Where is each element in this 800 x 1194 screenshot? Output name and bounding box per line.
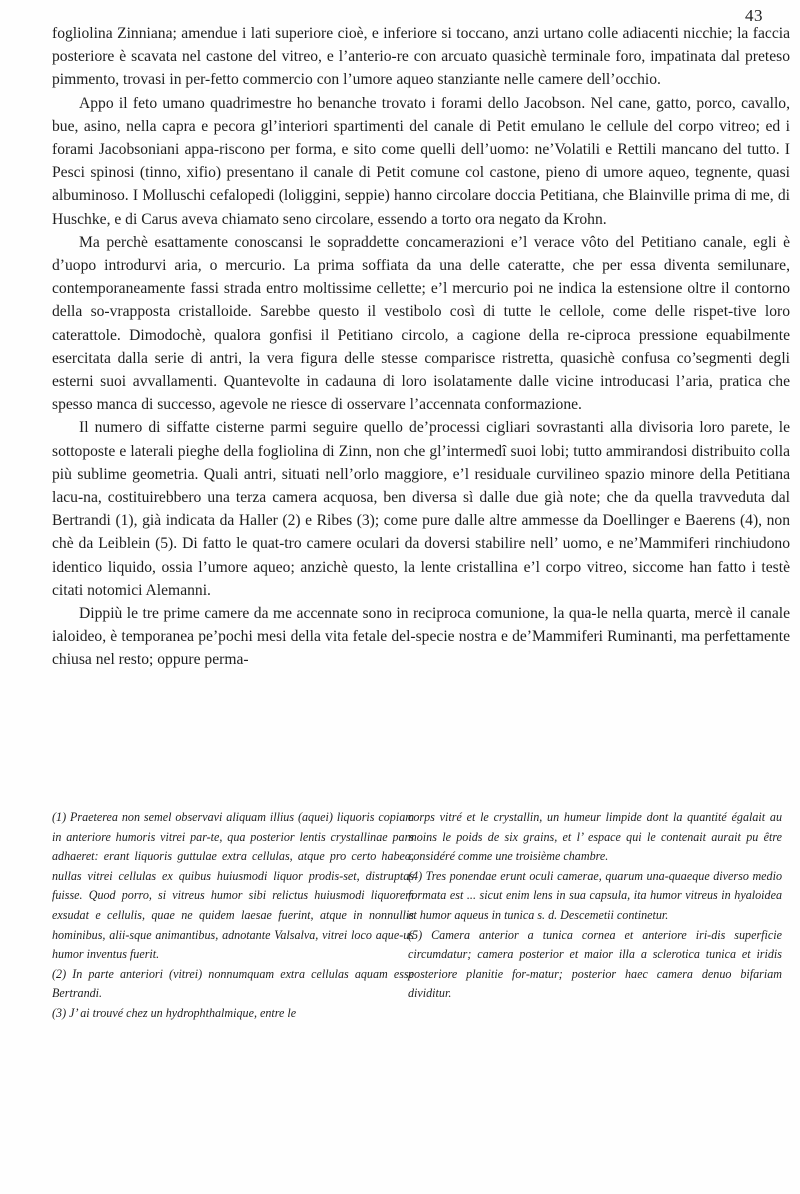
page-number: 43 [745,6,763,25]
paragraph: Il numero di siffatte cisterne parmi seguire quello de’processi cigliari sovrastanti alla divisoria loro parete, le sottoposte e laterali pieghe della fogliolina di Zinn, non che gl’intermedî suoi lobi; tutto ammirandosi distribuito colla più sublime geometria. Quali antri, situati nell’orlo maggiore, e’l residuale curvilineo spazio minore della Petitiana lacu-na, costituirebbero una terza camera acquosa, ben diversa sì dalle due già note; che da quella travveduta dal Bertrandi (1), già indicata da Haller (2) e Ribes (3); come pure dalle altre ammesse da Doellinger e Baerens (4), non chè da Leiblein (5). Di fatto le quat-tro camere oculari da doversi stabilire nell’ uomo, e ne’Mammiferi rinchiudono identico liquido, ossia l’umore aqueo; anzichè questo, la lente cristallina e’l corpo vitreo, siccome han fatto i testè citati notomici Alemanni. [52,419,790,599]
footnote: (3) J’ ai trouvé chez un hydrophthalmique, entre le [52,1005,297,1020]
footnote: (5) Camera anterior a tunica cornea et anteriore iri-dis superficie circumdatur; camera posterior et maior illa a sclerotica tunica et iridis posteriore planitie for-matur; posterior haec camera denuo bifariam dividitur. [408,927,782,1001]
footnote: (1) Praeterea non semel observavi aliquam illius (aquei) liquoris copiam in anteriore humoris vitrei par-te, qua posterior lentis crystallinae pars adhaeret: erant liquoris guttulae extra cellulas, atque pro certo habeo, nullas vitrei cellulas ex quibus huiusmodi liquor prodis-set, distruptas fuisse. Quod porro, si vitreus humor sibi relictus huiusmodi liquorem exsudat e cellulis, quae ne quidem laesae fuerint, atque in nonnullis hominibus, alii-sque animantibus, adnotante Valsalva, vitrei loco aque-us humor inventus fuerit. [52,810,414,962]
footnote: (2) In parte anteriori (vitrei) nonnumquam extra cellulas aquam esse Bertrandi. [52,966,414,1001]
paragraph: Ma perchè esattamente conoscansi le sopraddette concamerazioni e’l verace vôto del Petitiano canale, egli è d’uopo introdurvi aria, o mercurio. La prima soffiata da una delle cateratte, che per essa diventa semilunare, contemporaneamente fassi strada entro moltissime cellette; e’l mercurio poi ne indica la estensione oltre il contorno della so-vrapposta cristalloide. Sarebbe questo il vestibolo così di tutte le cellole, come delle rispet-tive loro caterattole. Dimodochè, qualora gonfisi il Petitiano circolo, a cagione della re-ciproca pressione equabilmente esercitata dalla serie di antri, la vera figura delle stesse comparisce ristretta, quasichè confusa co’segmenti degli esterni suoi avvallamenti. Quantevolte in cadauna di loro isolatamente dalle vicine introducasi l’aria, pratica che spesso manca di successo, agevole ne riesce di osservare l’accennata conformazione. [52,233,790,414]
paragraph: Appo il feto umano quadrimestre ho benanche trovato i forami dello Jacobson. Nel cane, gatto, porco, cavallo, bue, asino, nella capra e pecora gl’interiori spartimenti del canale di Petit emulano le cellule del corpo vitreo; ed i forami Jacobsoniani appa-riscono per forma, e sito come quelli dell’uomo: ne’Volatili e Rettili mancano del tutto. I Pesci spinosi (tinno, xifio) presentano il canale di Petit comune col castone, pieno di umore aqueo, tegnente, quasi albuminoso. I Molluschi cefalopedi (loliggini, seppie) hanno circolare doccia Petitiana, che Blainville prima di me, di Huschke, e di Carus aveva chiamato seno circolare, essendo a torto ora negato da Krohn. [52,94,790,228]
paragraph: fogliolina Zinniana; amendue i lati superiore cioè, e inferiore si toccano, anzi urtano colle adiacenti nicchie; la faccia posteriore è scavata nel castone del vitreo, e l’anterio-re con arcuato quasichè terminale foro, impatinata dal preteso pimmento, trovasi in per-fetto commercio con l’umore aqueo stanziante nelle camere dell’occhio. [52,25,790,89]
footnote: (4) Tres ponendae erunt oculi camerae, quarum una-quaeque diverso medio formata est ... sicut enim lens in sua capsula, ita humor vitreus in hyaloidea et humor aqueus in tunica s. d. Descemetii continetur. [408,868,782,922]
footnote: corps vitré et le crystallin, un humeur limpide dont la quantité égalait au moins le poids de six grains, et l’ espace qui le contenait aurait pu être considéré comme une troisième chambre. [408,810,782,864]
footnotes-right-column [408,808,782,1004]
footnotes-left-column [52,808,414,1024]
paragraph: Dippiù le tre prime camere da me accennate sono in reciproca comunione, la qua-le nella quarta, mercè il canale ialoideo, è temporanea pe’pochi mesi della vita fetale del-specie nostra e de’Mammiferi Ruminanti, ma perfettamente chiusa nel resto; oppure perma- [52,605,790,669]
main-text [52,22,790,672]
